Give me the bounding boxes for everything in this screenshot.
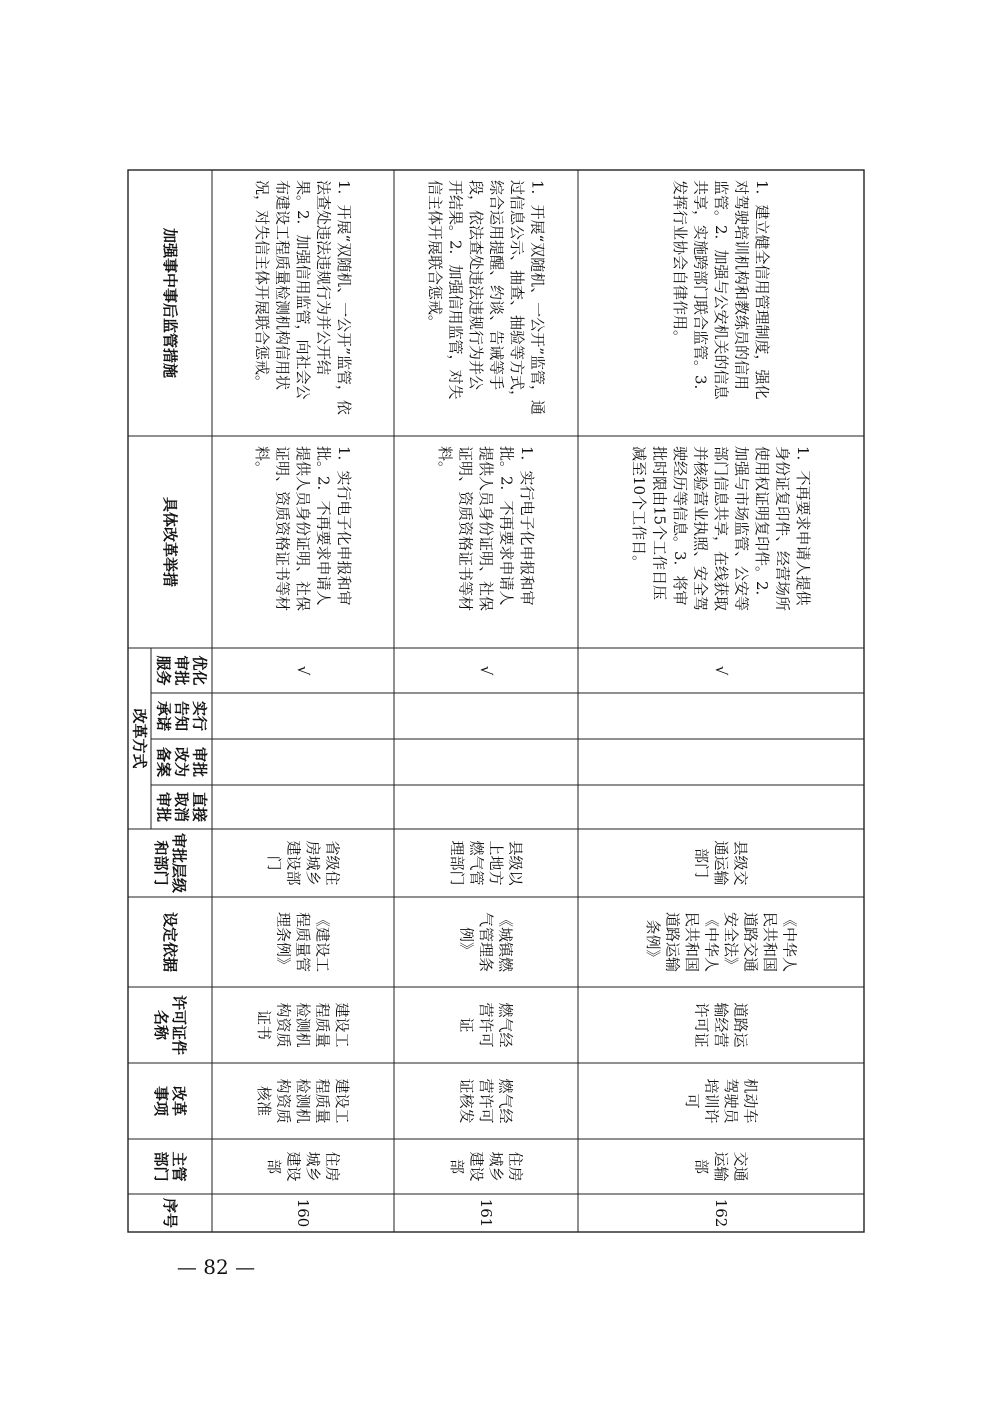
header-m1 xyxy=(155,792,209,822)
header-seq xyxy=(161,1198,179,1228)
row2-measures xyxy=(630,446,812,611)
header-item-line: 改革 xyxy=(170,1085,188,1117)
row0-measures-line: 证明、资质资格证书等材 xyxy=(273,446,292,612)
row2-measures-line: 批时限由15个工作日压 xyxy=(650,446,669,601)
row0-seq xyxy=(294,1199,312,1228)
row0-level-line: 门 xyxy=(264,855,283,871)
header-m2 xyxy=(155,747,209,777)
row2-cert-line: 输经营 xyxy=(712,1002,730,1048)
header-basis xyxy=(161,912,179,972)
header-level-line: 和部门 xyxy=(152,840,170,886)
row2-basis-line: 《中华人 xyxy=(780,911,799,973)
row0-cert-line: 证书 xyxy=(255,1009,273,1041)
row1-check xyxy=(477,666,495,676)
row0-seq-line: 160 xyxy=(294,1198,312,1228)
row0-supervision xyxy=(253,180,353,415)
header-m3-line: 告知 xyxy=(172,700,191,732)
header-m4-line: 审批 xyxy=(172,655,191,686)
row1-level xyxy=(448,840,525,886)
row2-measures-line: 减至10个工作日。 xyxy=(630,446,648,571)
row0-supervision-line: 法查处违法违规行为并公开结 xyxy=(314,180,333,376)
row1-check-line: √ xyxy=(477,665,495,676)
row1-measures xyxy=(436,446,536,611)
row0-item-line: 程质量 xyxy=(313,1078,332,1124)
row1-dept-line: 建设 xyxy=(467,1151,486,1182)
row1-measures-line: 批。2．不再要求申请人 xyxy=(497,446,516,606)
header-dept-line: 主管 xyxy=(170,1151,188,1182)
row0-basis-line: 《建设工 xyxy=(313,911,332,973)
header-seq-line: 序号 xyxy=(161,1197,179,1229)
row0-item-line: 建设工 xyxy=(333,1078,351,1124)
header-m1-line: 取消 xyxy=(172,791,191,823)
header-item xyxy=(152,1086,188,1117)
row0-item xyxy=(255,1078,351,1123)
header-m3-line: 实行 xyxy=(190,700,209,732)
row0-basis-line: 理条例》 xyxy=(274,911,293,973)
header-reform-mode xyxy=(131,708,149,768)
row1-level-line: 上地方 xyxy=(486,840,505,886)
row2-dept-line: 交通 xyxy=(731,1151,750,1182)
header-dept xyxy=(152,1151,188,1181)
row2-item-line: 驾驶员 xyxy=(721,1078,740,1124)
row0-dept xyxy=(265,1151,342,1181)
header-m2-line: 审批 xyxy=(190,746,209,778)
row0-item-line: 检测机 xyxy=(294,1078,312,1124)
row1-supervision xyxy=(426,180,547,415)
row2-dept-line: 部 xyxy=(692,1158,711,1175)
row2-supervision-line: 对驾驶培训机构和教练员的信用 xyxy=(732,180,751,391)
row2-level-line: 部门 xyxy=(692,847,711,879)
row2-item-line: 可 xyxy=(682,1093,701,1109)
header-m4-line: 服务 xyxy=(154,655,173,686)
row2-item-line: 培训许 xyxy=(702,1078,721,1124)
row0-measures-line: 批。2．不再要求申请人 xyxy=(314,446,333,606)
row0-item-line: 核准 xyxy=(255,1085,273,1117)
header-item-line: 事项 xyxy=(152,1085,170,1117)
row2-measures-line: 部门信息共享，在线获取 xyxy=(712,446,730,612)
row1-supervision-line: 1．开展“双随机、一公开”监管，通 xyxy=(528,180,547,415)
row1-dept-line: 部 xyxy=(447,1158,466,1175)
row2-basis-line: 道路运输 xyxy=(663,911,682,973)
page-number: — 82 — xyxy=(176,1255,256,1279)
row0-level xyxy=(265,840,342,885)
header-supervision xyxy=(161,227,179,378)
row0-item-line: 构资质 xyxy=(274,1078,293,1124)
row2-supervision xyxy=(671,180,771,401)
header-m4 xyxy=(155,655,209,685)
row1-item-line: 燃气经 xyxy=(496,1078,515,1124)
row2-dept-line: 运输 xyxy=(712,1151,730,1182)
row2-basis-line: 安全法》 xyxy=(721,911,740,973)
header-reform-mode-line: 改革方式 xyxy=(130,708,149,769)
row2-cert-line: 许可证 xyxy=(692,1002,711,1048)
header-m1-line: 审批 xyxy=(154,791,173,823)
row0-supervision-line: 况，对失信主体开展联合惩戒。 xyxy=(253,180,271,391)
row0-supervision-line: 1．开展“双随机、一公开”监管，依 xyxy=(335,180,353,415)
row2-cert xyxy=(693,1002,750,1048)
header-m3-line: 承诺 xyxy=(154,700,173,732)
row2-level-line: 通运输 xyxy=(712,840,730,886)
row1-supervision-line: 段，依法查处违法违规行为并公 xyxy=(466,180,485,391)
row1-measures-line: 1．实行电子化申报和审 xyxy=(518,446,536,606)
row2-measures-line: 1．不再要求申请人提供 xyxy=(794,446,812,606)
row2-supervision-line: 1．建立健全信用管理制度，强化 xyxy=(753,180,771,400)
row1-level-line: 理部门 xyxy=(447,840,466,886)
row1-dept-line: 住房 xyxy=(506,1151,525,1182)
row0-supervision-line: 布建设工程质量检测机构信用状 xyxy=(273,180,292,391)
row1-supervision-line: 综合运用提醒、约谈、告诫等手 xyxy=(487,180,506,391)
row1-dept xyxy=(448,1151,525,1181)
row1-basis-line: 气管理条 xyxy=(477,911,495,973)
row2-dept xyxy=(693,1151,750,1181)
row0-measures-line: 料。 xyxy=(253,446,271,477)
row1-item-line: 证核发 xyxy=(457,1078,476,1124)
row0-cert-line: 程质量 xyxy=(313,1002,332,1048)
row1-supervision-line: 开结果。2．加强信用监管，对失 xyxy=(446,180,465,400)
header-cert-line: 名称 xyxy=(152,1009,170,1041)
row0-basis xyxy=(275,912,332,972)
header-m2-line: 备案 xyxy=(154,746,173,778)
header-m1-line: 直接 xyxy=(190,791,209,823)
row2-measures-line: 驶经历等信息。3．将审 xyxy=(671,446,689,606)
table-text xyxy=(131,180,813,1228)
row2-check xyxy=(712,666,730,676)
row1-basis-line: 例》 xyxy=(457,926,476,958)
header-level-line: 审批层级 xyxy=(170,832,188,894)
row0-level-line: 省级住 xyxy=(323,840,342,886)
row2-seq-line: 162 xyxy=(712,1198,730,1228)
row0-measures xyxy=(253,446,353,611)
row1-item-line: 营许可 xyxy=(477,1078,495,1124)
row0-level-line: 房城乡 xyxy=(303,840,322,886)
row0-check xyxy=(294,666,312,676)
row1-seq-line: 161 xyxy=(477,1198,495,1228)
row1-measures-line: 证明、资质资格证书等材 xyxy=(456,446,475,612)
row1-item xyxy=(458,1078,515,1123)
header-m2-line: 改为 xyxy=(172,746,191,778)
row2-cert-line: 道路运 xyxy=(731,1002,750,1048)
row2-supervision-line: 发挥行业协会自律作用。 xyxy=(671,180,689,346)
row2-basis-line: 道路交通 xyxy=(741,911,760,973)
row2-item xyxy=(683,1078,760,1124)
row2-measures-line: 加强与市场监管、公安等 xyxy=(732,446,751,612)
header-basis-line: 设定依据 xyxy=(161,911,179,973)
header-measures xyxy=(161,497,179,587)
row1-supervision-line: 过信息公示、抽查、抽验等方式， xyxy=(507,180,526,406)
row2-basis-line: 民共和国 xyxy=(682,911,701,973)
row2-basis xyxy=(644,912,799,972)
row0-basis-line: 程质量管 xyxy=(294,911,312,973)
row1-seq xyxy=(477,1199,495,1228)
row2-basis-line: 条例》 xyxy=(643,919,662,965)
row1-measures-line: 提供人员身份证明、社保 xyxy=(477,446,495,612)
header-cert xyxy=(152,995,188,1055)
row0-supervision-line: 果。2．加强信用监管，向社会公 xyxy=(294,180,312,400)
row1-level-line: 县级以 xyxy=(506,840,525,886)
row1-basis-line: 《城镇燃 xyxy=(496,911,515,973)
row2-supervision-line: 共享，实施跨部门联合监管。3． xyxy=(691,180,710,400)
header-measures-line: 具体改革举措 xyxy=(161,496,179,588)
row2-measures-line: 并核验营业执照、安全驾 xyxy=(691,446,710,612)
header-dept-line: 部门 xyxy=(152,1151,170,1182)
row2-item-line: 机动车 xyxy=(741,1078,760,1124)
row1-dept-line: 城乡 xyxy=(486,1151,505,1182)
row1-basis xyxy=(458,912,515,973)
row0-dept-line: 住房 xyxy=(323,1151,342,1182)
row2-check-line: √ xyxy=(712,665,730,676)
row1-cert-line: 营许可 xyxy=(477,1002,495,1048)
row0-dept-line: 部 xyxy=(264,1158,283,1175)
row1-measures-line: 料。 xyxy=(436,446,454,477)
row2-level xyxy=(693,840,750,885)
row1-cert-line: 燃气经 xyxy=(496,1002,515,1048)
row0-dept-line: 建设 xyxy=(284,1151,303,1182)
row1-cert xyxy=(458,1002,515,1047)
header-m4-line: 优化 xyxy=(190,655,209,686)
header-supervision-line: 加强事中事后监管措施 xyxy=(161,227,179,379)
row0-cert xyxy=(255,1002,351,1047)
row0-level-line: 建设部 xyxy=(284,840,303,886)
row1-cert-line: 证 xyxy=(457,1017,476,1033)
row0-measures-line: 提供人员身份证明、社保 xyxy=(294,446,312,612)
row0-measures-line: 1．实行电子化申报和审 xyxy=(335,446,353,606)
row2-basis-line: 民共和国 xyxy=(760,911,779,973)
row0-cert-line: 构资质 xyxy=(274,1002,293,1048)
row2-seq xyxy=(712,1199,730,1228)
row0-dept-line: 城乡 xyxy=(303,1151,322,1182)
row0-cert-line: 检测机 xyxy=(294,1002,312,1048)
row2-level-line: 县级交 xyxy=(731,840,750,886)
header-cert-line: 许可证件 xyxy=(170,994,188,1056)
row2-supervision-line: 监管。2．加强与公安机关的信息 xyxy=(712,180,730,400)
row0-cert-line: 建设工 xyxy=(333,1002,351,1048)
header-m3 xyxy=(155,701,209,731)
header-level xyxy=(152,833,188,893)
row2-measures-line: 使用权证明复印件。2． xyxy=(753,446,771,606)
row1-level-line: 燃气管 xyxy=(467,840,486,886)
row2-basis-line: 《中华人 xyxy=(702,911,721,973)
row1-supervision-line: 信主体开展联合惩戒。 xyxy=(425,180,444,331)
row0-check-line: √ xyxy=(294,665,312,676)
row2-measures-line: 身份证复印件、经营场所 xyxy=(773,446,792,612)
